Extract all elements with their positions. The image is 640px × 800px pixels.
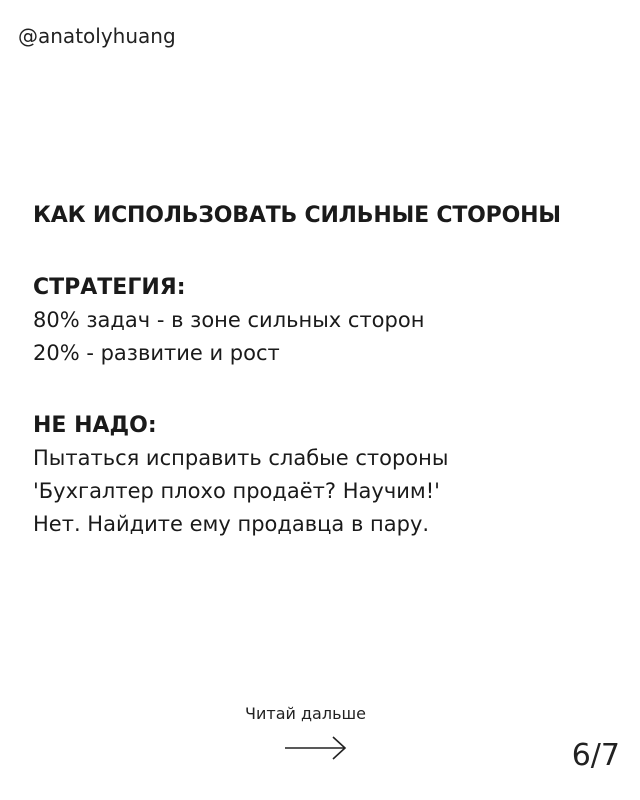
strategy-line: 80% задач - в зоне сильных сторон — [33, 308, 425, 332]
arrow-right-icon[interactable] — [283, 734, 349, 762]
strategy-line: 20% - развитие и рост — [33, 341, 280, 365]
author-handle: @anatolyhuang — [18, 24, 176, 48]
dont-line: Пытаться исправить слабые стороны — [33, 446, 449, 470]
page-title: КАК ИСПОЛЬЗОВАТЬ СИЛЬНЫЕ СТОРОНЫ — [33, 203, 561, 228]
dont-line: 'Бухгалтер плохо продаёт? Научим!' — [33, 479, 440, 503]
strategy-section — [33, 272, 623, 370]
dont-section — [33, 410, 623, 541]
read-more-label[interactable]: Читай дальше — [245, 704, 366, 723]
strategy-heading: СТРАТЕГИЯ: — [33, 275, 186, 300]
page-counter: 6/7 — [571, 738, 620, 773]
dont-heading: НЕ НАДО: — [33, 413, 157, 438]
dont-line: Нет. Найдите ему продавца в пару. — [33, 512, 430, 536]
main-content — [33, 200, 623, 541]
